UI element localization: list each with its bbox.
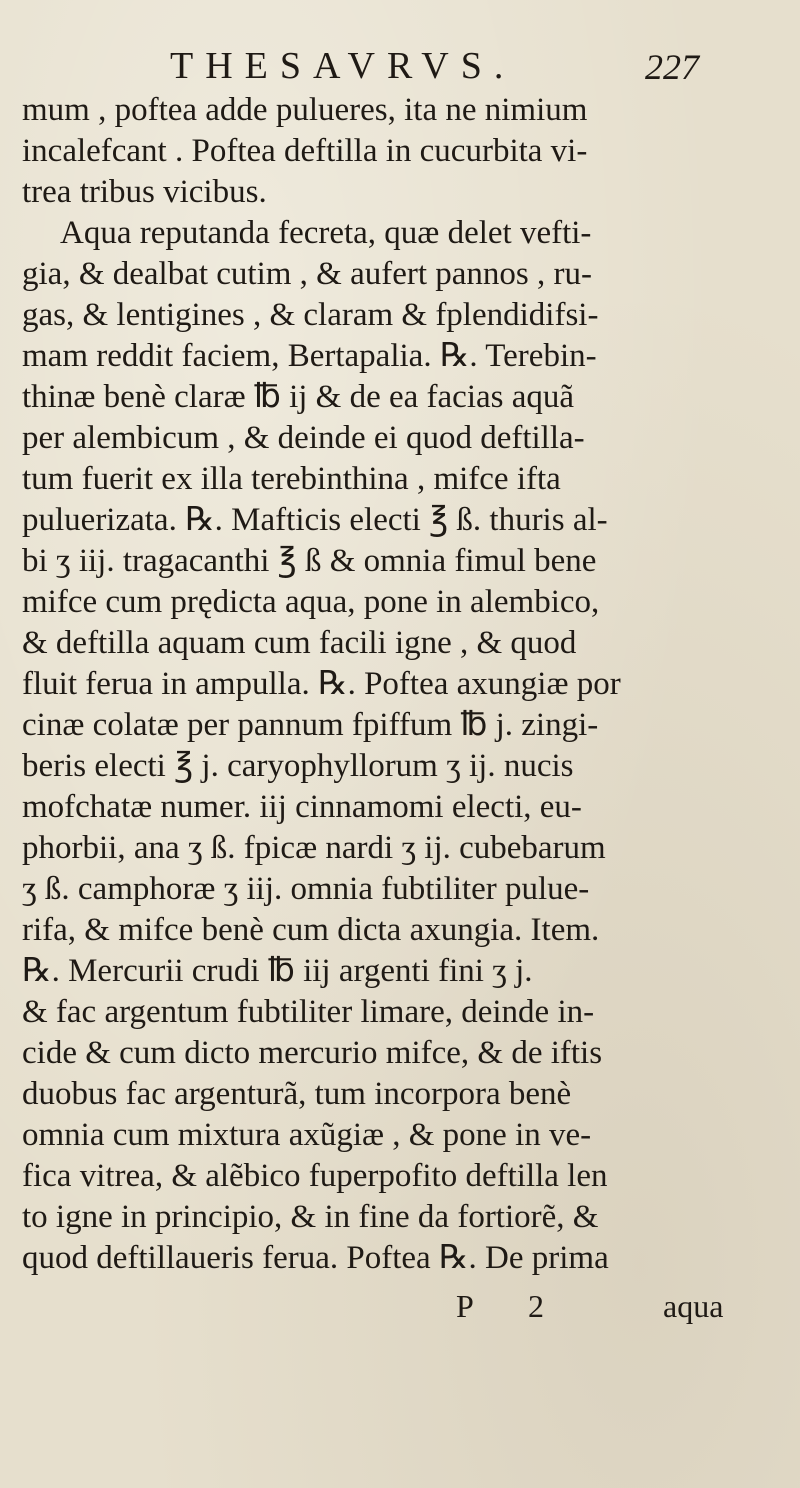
text-line: thinæ benè claræ ℔ ij & de ea facias aquã (22, 379, 575, 415)
text-line: quod deftillaueris ferua. Poftea ℞. De prima (22, 1240, 609, 1276)
text-line: & fac argentum fubtiliter limare, deinde in- (22, 994, 595, 1030)
text-line: mofchatæ numer. iij cinnamomi electi, eu- (22, 789, 582, 825)
text-line: ʒ ß. camphoræ ʒ iij. omnia fubtiliter pulue- (22, 871, 590, 907)
text-line: Aqua reputanda fecreta, quæ delet vefti- (60, 215, 592, 251)
text-line: & deftilla aquam cum facili igne , & quod (22, 625, 577, 661)
text-line: gas, & lentigines , & claram & fplendidifsi- (22, 297, 599, 333)
text-line: to igne in principio, & in fine da fortiorẽ, & (22, 1199, 599, 1235)
text-line: ℞. Mercurii crudi ℔ iij argenti fini ʒ j. (22, 953, 533, 989)
text-line: puluerizata. ℞. Mafticis electi ℥ ß. thuris al- (22, 502, 608, 538)
text-line: cide & cum dicto mercurio mifce, & de iftis (22, 1035, 603, 1071)
text-line: beris electi ℥ j. caryophyllorum ʒ ij. nucis (22, 748, 574, 784)
page-header (0, 38, 800, 98)
text-line: mum , poftea adde pulueres, ita ne nimium (22, 92, 588, 128)
text-line: trea tribus vicibus. (22, 174, 267, 210)
text-line: tum fuerit ex illa terebinthina , mifce ifta (22, 461, 561, 497)
text-line: bi ʒ iij. tragacanthi ℥ ß & omnia fimul bene (22, 543, 597, 579)
text-line: cinæ colatæ per pannum fpiffum ℔ j. zingi- (22, 707, 599, 743)
body-text (22, 90, 792, 1279)
text-line: duobus fac argenturã, tum incorpora benè (22, 1076, 572, 1112)
text-line: gia, & dealbat cutim , & aufert pannos , ru- (22, 256, 592, 292)
signature-letter: P (456, 1288, 474, 1324)
page-footer (0, 1288, 800, 1338)
catchword: aqua (663, 1288, 724, 1324)
text-line: rifa, & mifce benè cum dicta axungia. Item. (22, 912, 600, 948)
text-line: phorbii, ana ʒ ß. fpicæ nardi ʒ ij. cubebarum (22, 830, 606, 866)
signature-number: 2 (528, 1288, 544, 1324)
text-line: fica vitrea, & alẽbico fuperpofito deftilla len (22, 1158, 608, 1194)
running-title: THESAVRVS. (170, 45, 516, 87)
text-line: mam reddit faciem, Bertapalia. ℞. Terebin- (22, 338, 597, 374)
text-line: per alembicum , & deinde ei quod deftilla- (22, 420, 585, 456)
text-line: fluit ferua in ampulla. ℞. Poftea axungiæ por (22, 666, 621, 702)
text-line: omnia cum mixtura axũgiæ , & pone in ve- (22, 1117, 592, 1153)
page-number: 227 (645, 47, 699, 87)
text-line: incalefcant . Poftea deftilla in cucurbita vi- (22, 133, 588, 169)
text-line: mifce cum prędicta aqua, pone in alembico, (22, 584, 600, 620)
